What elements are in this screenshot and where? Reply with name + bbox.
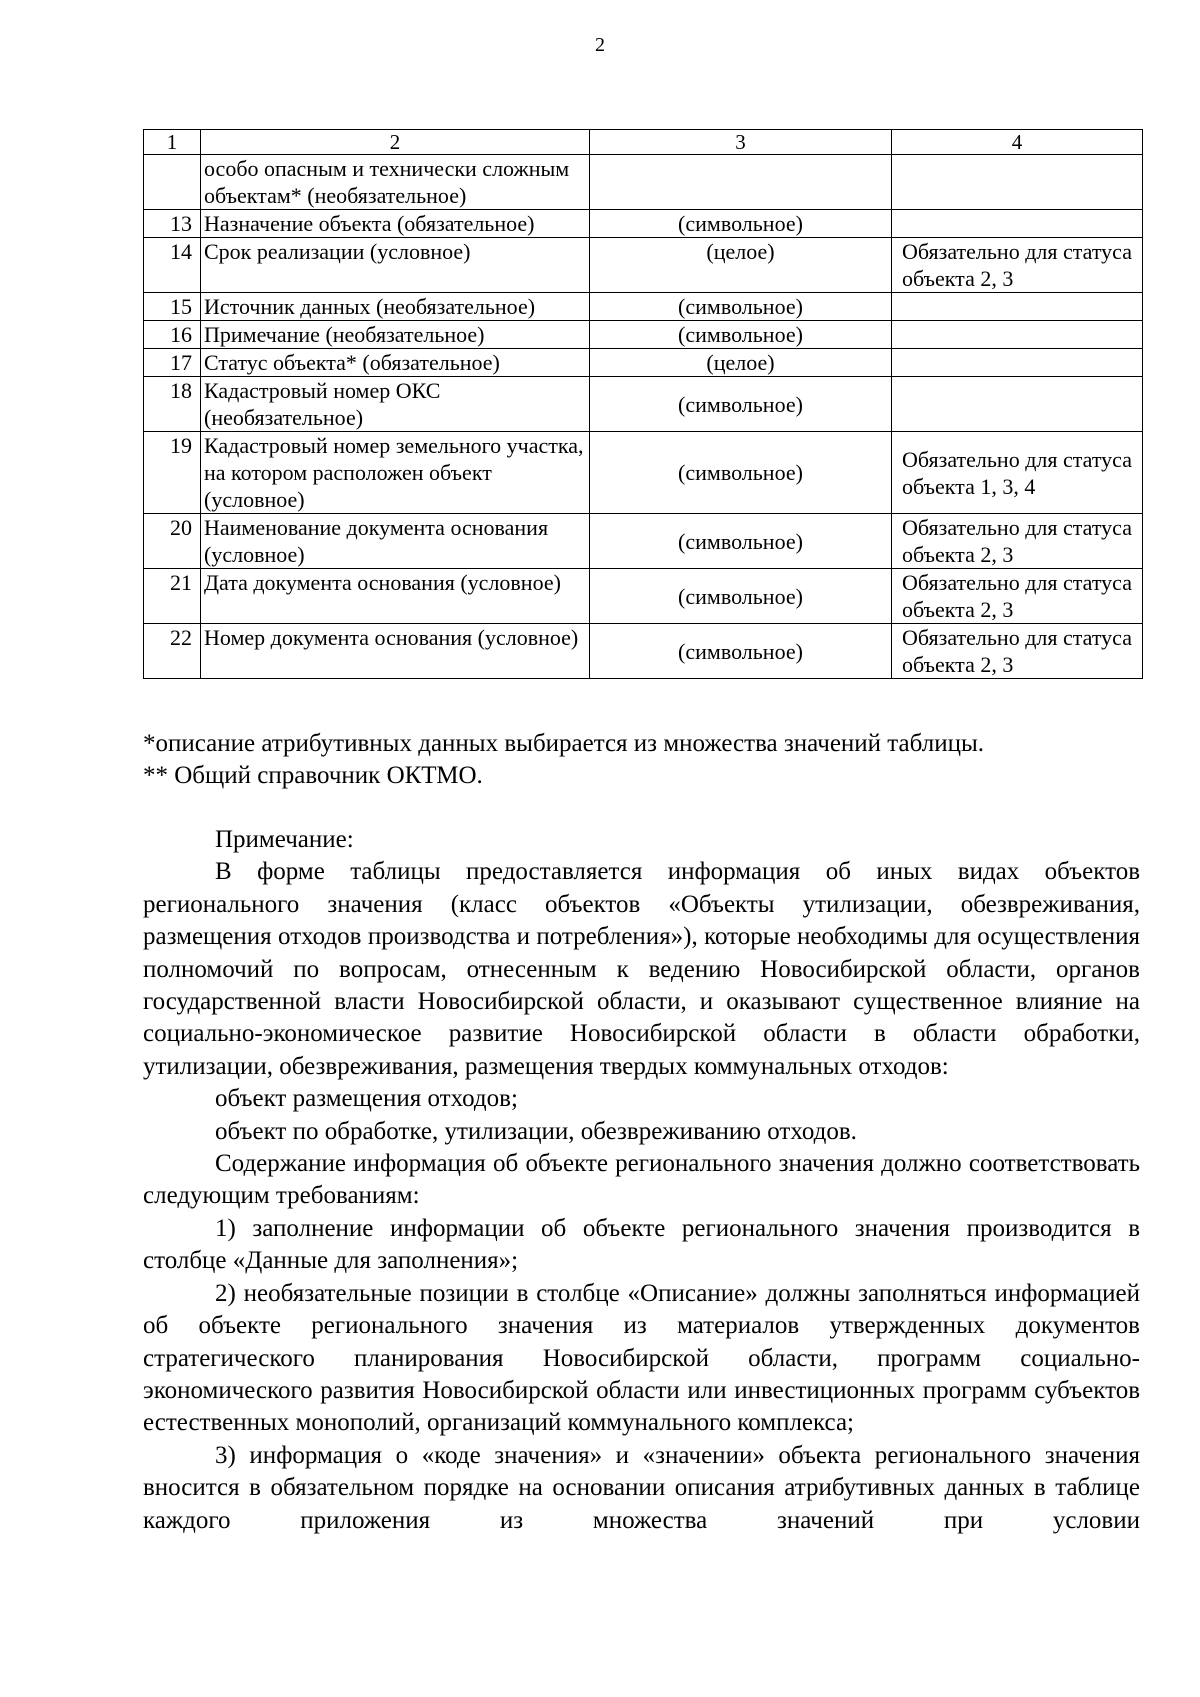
row-field-note: Обязательно для статуса объекта 2, 3 <box>892 514 1143 569</box>
table-row <box>144 349 1143 377</box>
row-field-type: (целое) <box>590 349 892 377</box>
table-row <box>144 321 1143 349</box>
row-field-type: (целое) <box>590 238 892 293</box>
table-row <box>144 155 1143 210</box>
table-row <box>144 377 1143 432</box>
table-row <box>144 432 1143 514</box>
row-field-name: Назначение объекта (обязательное) <box>201 210 590 238</box>
table-row <box>144 624 1143 679</box>
attribute-table <box>143 129 1143 679</box>
row-field-note <box>892 321 1143 349</box>
table-header-cell: 4 <box>892 130 1143 155</box>
row-field-note: Обязательно для статуса объекта 2, 3 <box>892 569 1143 624</box>
row-field-note <box>892 293 1143 321</box>
row-field-note: Обязательно для статуса объекта 1, 3, 4 <box>892 432 1143 514</box>
table-row <box>144 238 1143 293</box>
row-number: 17 <box>144 349 201 377</box>
list-item: объект по обработке, утилизации, обезвреживанию отходов. <box>215 1117 857 1145</box>
row-number: 22 <box>144 624 201 679</box>
footnotes <box>143 728 1143 792</box>
paragraph: В форме таблицы предоставляется информация об иных видах объектов регионального значения (класс объектов «Объекты утилизации, обезвреживания, размещения отходов производства и потребления»), которые необходимы для осуществления полномочий по вопросам, отнесенным к ведению Новосибирской области, органов государственной власти Новосибирской области, и оказывают существенное влияние на социально-экономическое развитие Новосибирской области в области обработки, утилизации, обезвреживания, размещения твердых коммунальных отходов: <box>143 858 1140 1080</box>
table-header-cell: 3 <box>590 130 892 155</box>
table-row <box>144 514 1143 569</box>
requirement-item: 3) информация о «коде значения» и «значении» объекта регионального значения вносится в обязательном порядке на основании описания атрибутивных данных в таблице каждого приложения из множества значений при условии <box>143 1441 1140 1534</box>
row-field-type: (символьное) <box>590 624 892 679</box>
row-field-type: (символьное) <box>590 210 892 238</box>
requirement-item: 1) заполнение информации об объекте регионального значения производится в столбце «Данные для заполнения»; <box>143 1214 1140 1275</box>
row-field-type <box>590 155 892 210</box>
row-field-note <box>892 210 1143 238</box>
paragraph: Содержание информация об объекте регионального значения должно соответствовать следующим требованиям: <box>143 1150 1140 1210</box>
row-number: 13 <box>144 210 201 238</box>
row-field-name: Кадастровый номер земельного участка, на котором расположен объект (условное) <box>201 432 590 514</box>
row-number: 21 <box>144 569 201 624</box>
footnote-attributes: *описание атрибутивных данных выбирается из множества значений таблицы. <box>143 730 985 757</box>
row-field-type: (символьное) <box>590 432 892 514</box>
row-field-name: особо опасным и технически сложным объектам* (необязательное) <box>201 155 590 210</box>
list-item: объект размещения отходов; <box>215 1085 518 1113</box>
row-field-name: Статус объекта* (обязательное) <box>201 349 590 377</box>
row-number: 19 <box>144 432 201 514</box>
row-field-type: (символьное) <box>590 293 892 321</box>
row-number <box>144 155 201 210</box>
page-number: 2 <box>595 34 605 56</box>
row-field-name: Дата документа основания (условное) <box>201 569 590 624</box>
note-heading: Примечание: <box>215 826 354 853</box>
table-header-cell: 1 <box>144 130 201 155</box>
table-row <box>144 569 1143 624</box>
row-field-name: Примечание (необязательное) <box>201 321 590 349</box>
row-field-type: (символьное) <box>590 321 892 349</box>
row-field-note: Обязательно для статуса объекта 2, 3 <box>892 624 1143 679</box>
table-header-cell: 2 <box>201 130 590 155</box>
row-field-name: Наименование документа основания (условное) <box>201 514 590 569</box>
row-number: 20 <box>144 514 201 569</box>
row-field-name: Источник данных (необязательное) <box>201 293 590 321</box>
document-body <box>143 824 1140 1537</box>
table-row <box>144 293 1143 321</box>
requirement-item: 2) необязательные позиции в столбце «Описание» должны заполняться информацией об объекте регионального значения из материалов утвержденных документов стратегического планирования Новосибирской области, программ социально-экономического развития Новосибирской области или инвестиционных программ субъектов естественных монополий, организаций коммунального комплекса; <box>143 1279 1140 1437</box>
row-field-note <box>892 155 1143 210</box>
row-field-type: (символьное) <box>590 377 892 432</box>
row-field-note <box>892 349 1143 377</box>
row-field-name: Кадастровый номер ОКС (необязательное) <box>201 377 590 432</box>
row-number: 18 <box>144 377 201 432</box>
row-field-name: Номер документа основания (условное) <box>201 624 590 679</box>
row-number: 15 <box>144 293 201 321</box>
row-field-name: Срок реализации (условное) <box>201 238 590 293</box>
table-row <box>144 210 1143 238</box>
row-field-type: (символьное) <box>590 569 892 624</box>
row-number: 16 <box>144 321 201 349</box>
row-number: 14 <box>144 238 201 293</box>
row-field-note <box>892 377 1143 432</box>
footnote-oktmo: ** Общий справочник ОКТМО. <box>143 762 483 789</box>
table-header-row <box>144 130 1143 155</box>
row-field-type: (символьное) <box>590 514 892 569</box>
row-field-note: Обязательно для статуса объекта 2, 3 <box>892 238 1143 293</box>
